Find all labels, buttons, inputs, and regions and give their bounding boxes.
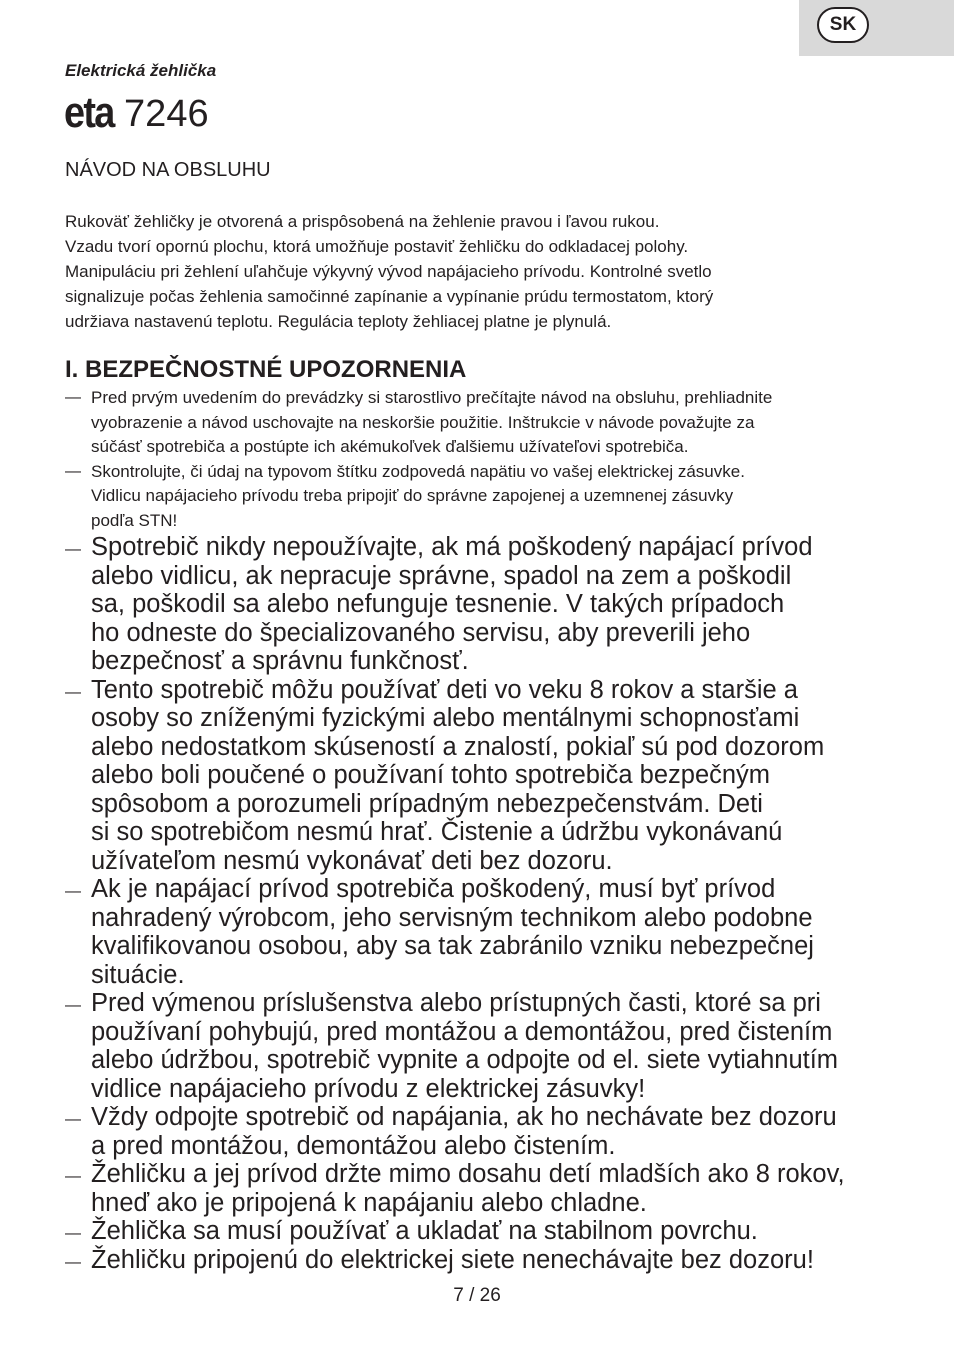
warning-text-line: osoby so zníženými fyzickými alebo mentálnymi schopnosťami <box>91 704 800 732</box>
warning-text-line: súčásť spotrebiča a postúpte ich akémukoľvek ďalšiemu užívateľovi spotrebiča. <box>91 437 689 456</box>
safety-warning-item <box>65 460 905 534</box>
safety-warning-item <box>65 989 905 1103</box>
warning-text-line: Žehličku a jej prívod držte mimo dosahu detí mladších ako 8 rokov, <box>91 1160 845 1188</box>
intro-line: Manipuláciu pri žehlení uľahčuje výkyvný vývod napájacieho prívodu. Kontrolné svetlo <box>65 262 712 281</box>
warning-text-line: Žehlička sa musí používať a ukladať na stabilnom povrchu. <box>91 1217 758 1245</box>
warning-text-line: Žehličku pripojenú do elektrickej siete nenechávajte bez dozoru! <box>91 1245 814 1274</box>
warning-text-line: nahradený výrobcom, jeho servisným technikom alebo podobne <box>91 903 813 932</box>
safety-warning-item <box>65 1217 905 1246</box>
warning-text-line: užívateľom nesmú vykonávať deti bez dozoru. <box>91 846 613 875</box>
intro-paragraph <box>65 209 865 334</box>
dash-bullet: — <box>65 1253 81 1271</box>
warning-text-line: Vidlicu napájacieho prívodu treba pripojiť do správne zapojenej a uzemnenej zásuvky <box>91 486 734 505</box>
section-heading: I. BEZPEČNOSTNÉ UPOZORNENIA <box>65 356 467 383</box>
dash-bullet: — <box>65 1168 81 1185</box>
dash-bullet: — <box>65 683 81 701</box>
warning-text-line: spôsobom a porozumeli prípadným nebezpečenstvám. Deti <box>91 789 763 818</box>
dash-bullet: — <box>65 462 81 480</box>
dash-bullet: — <box>65 1225 81 1242</box>
warning-text-line: alebo vidlicu, ak nepracuje správne, spadol na zem a poškodil <box>91 561 792 590</box>
manual-title: NÁVOD NA OBSLUHU <box>65 159 271 181</box>
dash-bullet: — <box>65 541 81 558</box>
safety-warning-item <box>65 1103 905 1160</box>
warning-text-line: vyobrazenie a návod uschovajte na neskoršie použitie. Inštrukcie v návode považujte za <box>91 412 755 432</box>
warning-text-line: Vždy odpojte spotrebič od napájania, ak ho nechávate bez dozoru <box>91 1103 837 1131</box>
warning-text-line: Spotrebič nikdy nepoužívajte, ak má poškodený napájací prívod <box>91 533 813 561</box>
brand-logo: eta <box>64 88 114 137</box>
warning-text-line: sa, poškodil sa alebo nefunguje tesnenie. V takých prípadoch <box>91 590 785 618</box>
safety-warning-item <box>65 1246 905 1275</box>
safety-warnings-list <box>65 386 905 1274</box>
warning-text-line: alebo údržbou, spotrebič vypnite a odpojte od el. siete vytiahnutím <box>91 1046 839 1074</box>
warning-text-line: si so spotrebičom nesmú hrať. Čistenie a údržbu vykonávanú <box>91 818 783 846</box>
dash-bullet: — <box>65 389 81 406</box>
safety-warning-item <box>65 533 905 676</box>
model-number: 7246 <box>124 93 209 135</box>
warning-text-line: Skontrolujte, či údaj na typovom štítku zodpovedá napätiu vo vašej elektrickej zásuvke. <box>91 461 745 481</box>
warning-text-line: situácie. <box>91 960 185 989</box>
intro-line: Vzadu tvorí opornú plochu, ktorá umožňuje postaviť žehličku do odkladacej polohy. <box>65 237 689 256</box>
warning-text-line: ho odneste do špecializovaného servisu, aby preverili jeho <box>91 618 751 647</box>
warning-text-line: Ak je napájací prívod spotrebiča poškodený, musí byť prívod <box>91 875 776 903</box>
intro-line: Rukoväť žehličky je otvorená a prispôsobená na žehlenie pravou i ľavou rukou. <box>65 212 660 231</box>
warning-text-line: Pred výmenou príslušenstva alebo prístupných časti, ktoré sa pri <box>91 989 821 1017</box>
warning-text-line: a pred montážou, demontážou alebo čistením. <box>91 1131 616 1160</box>
warning-text-line: alebo boli poučené o používaní tohto spotrebiča bezpečným <box>91 761 771 789</box>
warning-text-line: kvalifikovanou osobou, aby sa tak zabránilo vzniku nebezpečnej <box>91 932 814 960</box>
safety-warning-item <box>65 676 905 876</box>
page-number: 7 / 26 <box>453 1285 501 1306</box>
dash-bullet: — <box>65 1111 81 1128</box>
safety-warning-item <box>65 386 905 460</box>
warning-text-line: alebo nedostatkom skúseností a znalostí, pokiaľ sú pod dozorom <box>91 732 825 761</box>
language-badge: SK <box>817 7 869 43</box>
intro-line: udržiava nastavenú teplotu. Regulácia teploty žehliacej platne je plynulá. <box>65 312 612 331</box>
dash-bullet: — <box>65 997 81 1014</box>
warning-text-line: hneď ako je pripojená k napájaniu alebo chladne. <box>91 1188 647 1217</box>
safety-warning-item <box>65 1160 905 1217</box>
warning-text-line: podľa STN! <box>91 510 178 530</box>
warning-text-line: vidlice napájacieho prívodu z elektrickej zásuvky! <box>91 1074 646 1103</box>
warning-text-line: bezpečnosť a správnu funkčnosť. <box>91 647 469 675</box>
product-type: Elektrická žehlička <box>65 61 217 80</box>
intro-line: signalizuje počas žehlenia samočinné zapínanie a vypínanie prúdu termostatom, ktorý <box>65 287 714 306</box>
warning-text-line: používaní pohybujú, pred montážou a demontážou, pred čistením <box>91 1017 833 1046</box>
warning-text-line: Tento spotrebič môžu používať deti vo veku 8 rokov a staršie a <box>91 675 798 704</box>
warning-text-line: Pred prvým uvedením do prevádzky si starostlivo prečítajte návod na obsluhu, prehliadnite <box>91 388 773 407</box>
safety-warning-item <box>65 875 905 989</box>
model-heading <box>64 88 209 138</box>
dash-bullet: — <box>65 883 81 900</box>
